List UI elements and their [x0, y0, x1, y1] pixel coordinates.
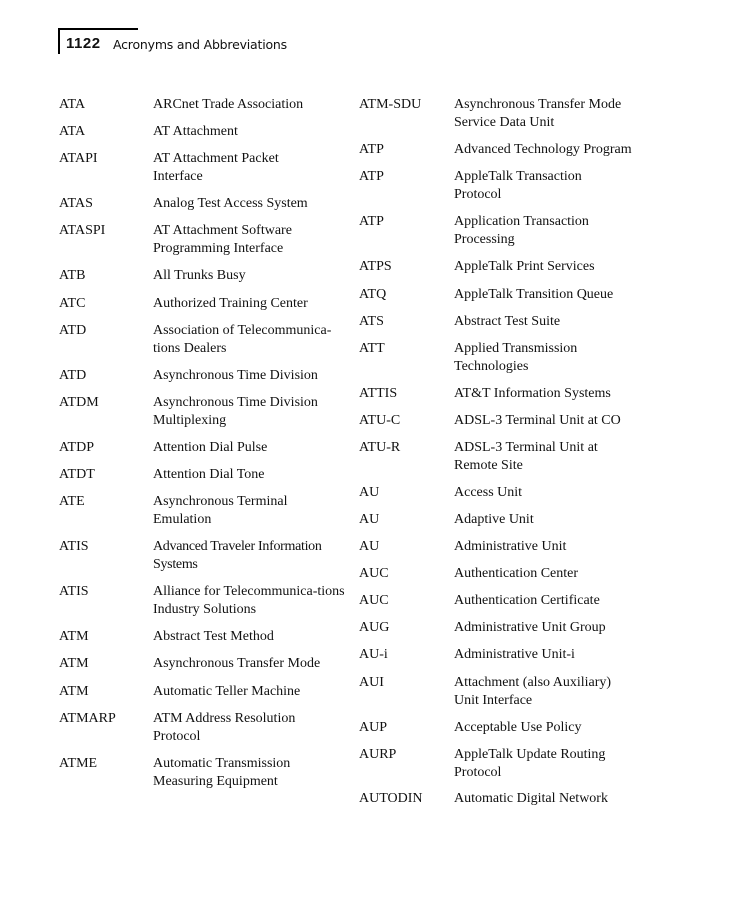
acronym-term: AUC [359, 566, 389, 581]
acronym-term: ATDP [59, 440, 95, 455]
acronym-term: ATPS [359, 259, 392, 274]
acronym-definition: AT Attachment [153, 124, 238, 139]
acronym-definition: Abstract Test Suite [454, 314, 561, 329]
acronym-definition: Automatic Transmission Measuring Equipment [153, 756, 291, 789]
acronym-term: ATD [59, 323, 87, 338]
acronym-term: ATE [59, 494, 85, 509]
acronym-definition: Alliance for Telecommunica-tions Industry Solutions [153, 584, 345, 617]
acronym-term: ATM-SDU [359, 97, 422, 112]
acronym-term: ATU-C [359, 413, 401, 428]
acronym-term: ATS [359, 314, 384, 329]
acronym-definition: ADSL-3 Terminal Unit at CO [454, 413, 621, 428]
acronym-term: AUP [359, 720, 388, 735]
acronym-definition: Association of Telecommunica-tions Dealers [153, 323, 332, 356]
acronym-definition: Asynchronous Time Division Multiplexing [153, 395, 318, 428]
acronym-term: ATMARP [59, 711, 116, 726]
acronym-term: ATP [359, 142, 384, 157]
acronym-definition: All Trunks Busy [153, 268, 246, 283]
acronym-definition: AT Attachment Software Programming Interface [153, 223, 292, 256]
acronym-definition: ATM Address Resolution Protocol [153, 711, 296, 744]
acronym-definition: AppleTalk Update Routing Protocol [454, 747, 606, 780]
header-left-bar [58, 28, 60, 54]
acronym-definition: Authorized Training Center [153, 296, 308, 311]
acronym-definition: Acceptable Use Policy [454, 720, 582, 735]
acronym-definition: Asynchronous Terminal Emulation [153, 494, 288, 527]
acronym-term: ATIS [59, 539, 89, 554]
acronym-definition: Authentication Center [454, 566, 579, 581]
acronym-definition: Automatic Teller Machine [153, 684, 301, 699]
acronym-term: AU [359, 539, 380, 554]
acronym-definition: Applied Transmission Technologies [454, 341, 578, 374]
acronym-definition: Analog Test Access System [153, 196, 308, 211]
acronym-definition: Attention Dial Tone [153, 467, 265, 482]
acronym-definition: ADSL-3 Terminal Unit at Remote Site [454, 440, 598, 473]
acronym-definition: AppleTalk Transaction Protocol [454, 169, 582, 202]
acronym-term: AU [359, 512, 380, 527]
acronym-term: ATT [359, 341, 385, 356]
acronym-term: AU-i [359, 647, 388, 662]
acronym-term: ATTIS [359, 386, 398, 401]
acronym-definition: Advanced Technology Program [454, 142, 632, 157]
acronym-term: ATAS [59, 196, 93, 211]
acronym-definition: Administrative Unit-i [454, 647, 575, 662]
acronym-definition: Access Unit [454, 485, 523, 500]
acronym-definition: Abstract Test Method [153, 629, 274, 644]
acronym-term: ATP [359, 214, 384, 229]
page-number: 1122 [66, 35, 101, 52]
header-top-rule [58, 28, 138, 30]
acronym-definition: Administrative Unit [454, 539, 567, 554]
acronym-definition: ARCnet Trade Association [153, 97, 304, 112]
acronym-term: ATDM [59, 395, 99, 410]
running-head: Acronyms and Abbreviations [113, 37, 287, 52]
acronym-definition: Asynchronous Time Division [153, 368, 318, 383]
acronym-term: ATC [59, 296, 86, 311]
acronym-definition: Application Transaction Processing [454, 214, 589, 247]
acronym-term: ATM [59, 684, 89, 699]
acronym-term: ATASPI [59, 223, 106, 238]
acronym-term: ATME [59, 756, 98, 771]
acronym-term: ATP [359, 169, 384, 184]
acronym-term: ATB [59, 268, 86, 283]
acronym-term: AUTODIN [359, 791, 423, 806]
acronym-term: ATA [59, 97, 86, 112]
acronym-definition: Advanced Traveler Information Systems [153, 539, 322, 572]
acronym-term: ATD [59, 368, 87, 383]
acronym-definition: Attachment (also Auxiliary) Unit Interface [454, 675, 612, 708]
acronym-term: ATAPI [59, 151, 98, 166]
acronym-term: AURP [359, 747, 397, 762]
acronym-term: AU [359, 485, 380, 500]
acronym-term: ATDT [59, 467, 95, 482]
acronym-definition: Asynchronous Transfer Mode [153, 656, 321, 671]
acronym-definition: AT Attachment Packet Interface [153, 151, 279, 184]
acronym-definition: Adaptive Unit [454, 512, 534, 527]
acronym-term: ATA [59, 124, 86, 139]
acronym-term: AUI [359, 675, 384, 690]
acronym-term: ATIS [59, 584, 89, 599]
acronym-term: ATM [59, 629, 89, 644]
acronym-definition: Authentication Certificate [454, 593, 600, 608]
acronym-definition: Asynchronous Transfer Mode Service Data Unit [454, 97, 622, 130]
acronym-term: ATU-R [359, 440, 401, 455]
acronym-definition: Attention Dial Pulse [153, 440, 268, 455]
acronym-term: ATM [59, 656, 89, 671]
acronym-definition: Automatic Digital Network [454, 791, 608, 806]
acronym-term: AUC [359, 593, 389, 608]
acronym-definition: AppleTalk Transition Queue [454, 287, 614, 302]
acronym-term: AUG [359, 620, 390, 635]
acronym-definition: AppleTalk Print Services [454, 259, 595, 274]
acronym-definition: AT&T Information Systems [454, 386, 611, 401]
acronym-definition: Administrative Unit Group [454, 620, 606, 635]
acronym-term: ATQ [359, 287, 387, 302]
